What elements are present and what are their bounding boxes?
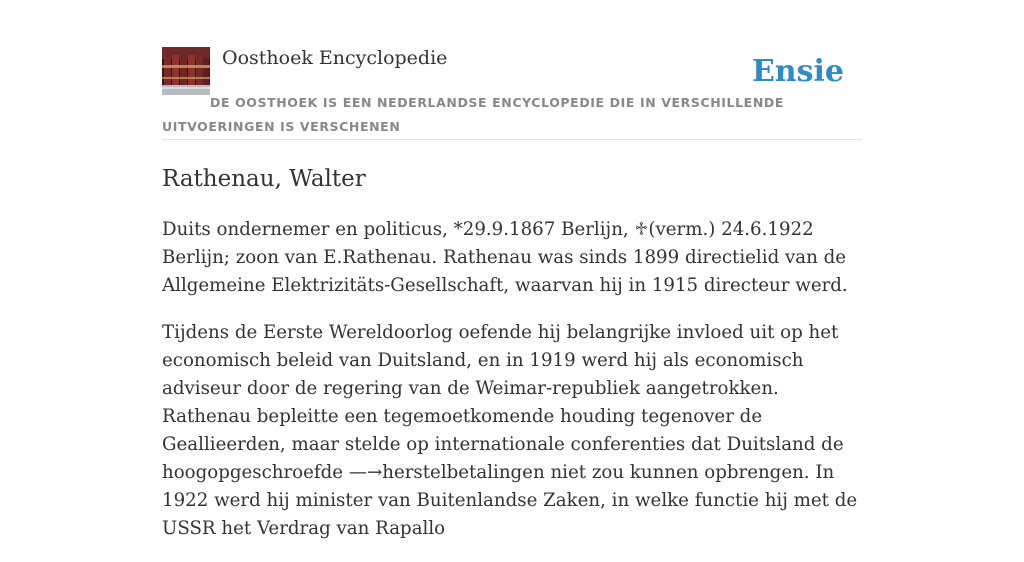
- article-title: Rathenau, Walter: [162, 166, 366, 192]
- article-body: [162, 216, 866, 562]
- article-paragraph: Tijdens de Eerste Wereldoorlog oefende hij belangrijke invloed uit op het economisch beleid van Duitsland, en in 1919 werd hij als economisch adviseur door de regering van de Weimar-republiek aangetrokken. Rathenau bepleitte een tegemoetkomende houding tegenover de Geallieerden, maar stelde op internationale conferenties dat Duitsland de hoogopgeschroefde —→herstelbetalingen niet zou kunnen opbrengen. In 1922 werd hij minister van Buitenlandse Zaken, in welke functie hij met de USSR het Verdrag van Rapallo: [162, 322, 858, 539]
- article-paragraph: Duits ondernemer en politicus, *29.9.1867 Berlijn, ♱(verm.) 24.6.1922 Berlijn; zoon van E.Rathenau. Rathenau was sinds 1899 directielid van de Allgemeine Elektrizitäts-Gesellschaft, waarvan hij in 1915 directeur werd.: [162, 219, 848, 296]
- site-header: [162, 46, 862, 140]
- site-title[interactable]: Oosthoek Encyclopedie: [222, 47, 448, 69]
- brand-logo[interactable]: Ensie: [751, 54, 844, 89]
- avatar-image: [162, 47, 210, 95]
- site-tagline: DE OOSTHOEK IS EEN NEDERLANDSE ENCYCLOPEDIE DIE IN VERSCHILLENDE UITVOERINGEN IS VERSCHENEN: [162, 95, 784, 134]
- book-spines-icon[interactable]: [162, 47, 210, 95]
